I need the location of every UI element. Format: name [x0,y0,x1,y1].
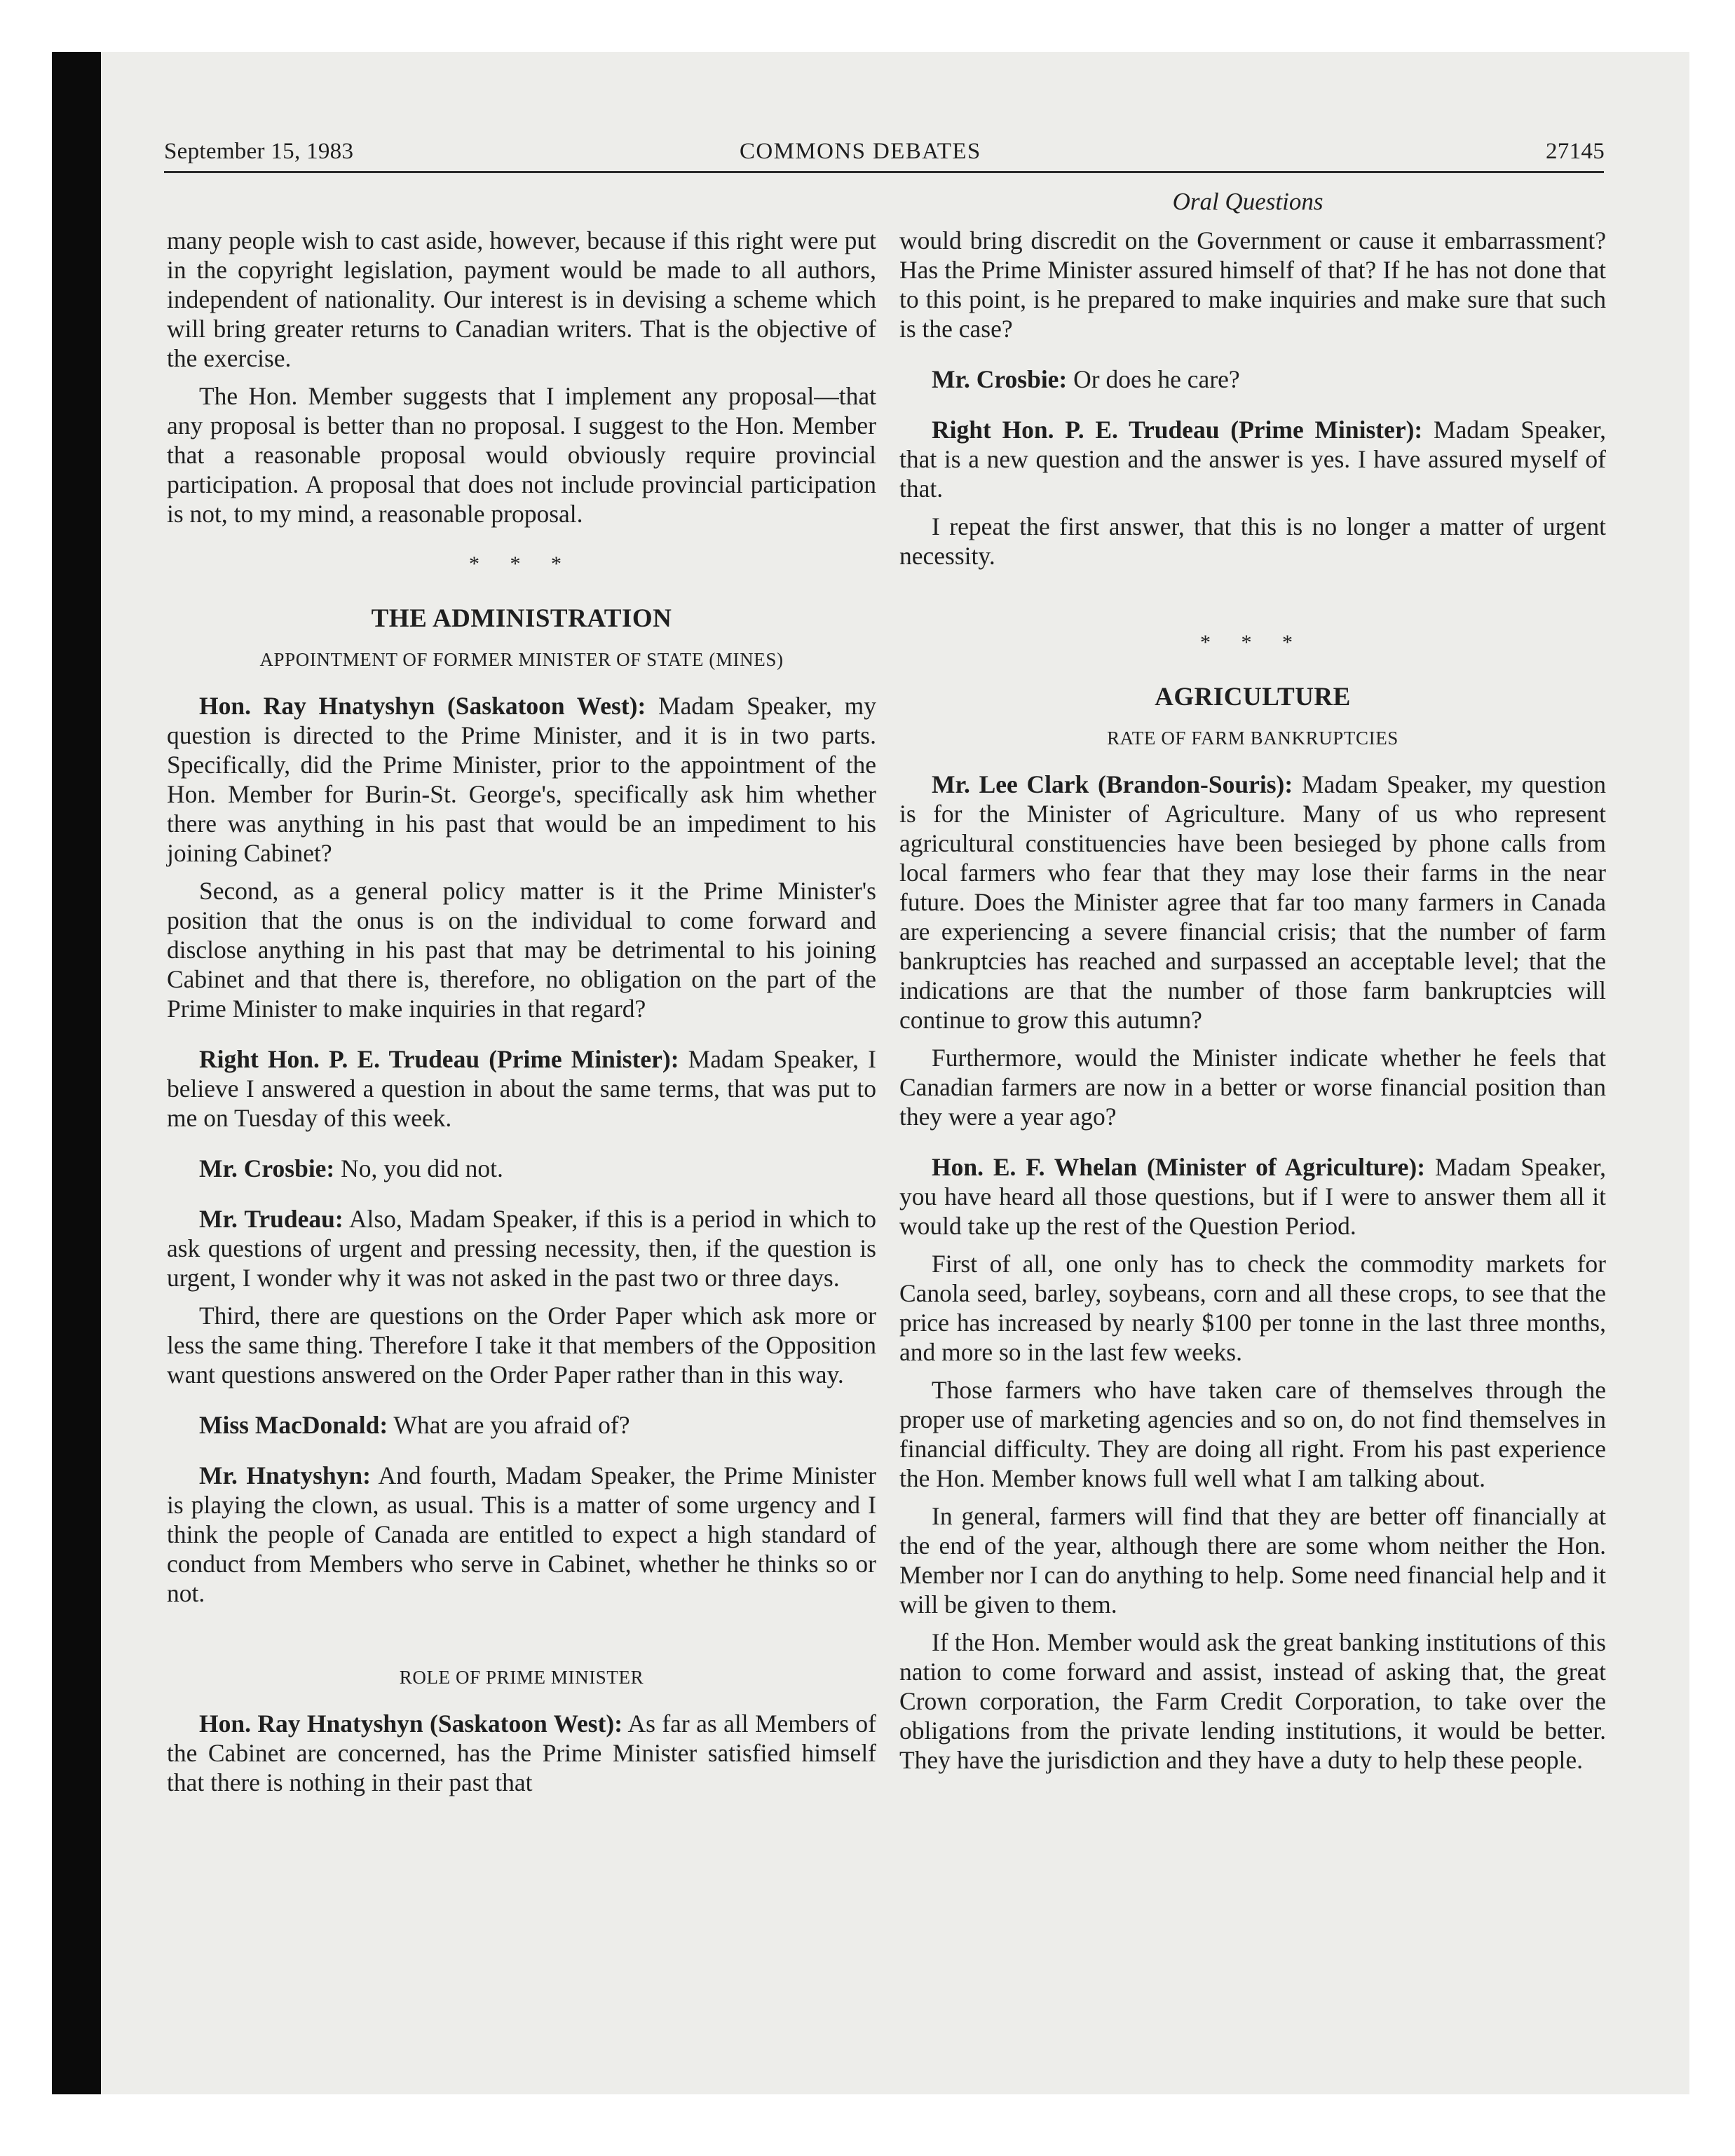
paragraph: If the Hon. Member would ask the great banking institutions of this nation to come forward and assist, instead of asking that, the great Crown corporation, the Farm Credit Corporation, to take over the obligations from the private lending institutions, it would be better. They have the jurisdiction and they have a duty to help these people. [899,1628,1606,1774]
speaker-name: Mr. Hnatyshyn: [199,1461,371,1489]
paragraph: Second, as a general policy matter is it the Prime Minister's position that the onus is on the individual to come forward and disclose anything in his past that may be detrimental to his joining Cabinet and that there is, therefore, no obligation on the part of the Prime Minister to make inquiries in that regard? [167,877,876,1023]
speech-paragraph [899,415,1606,503]
speech-text: As far as all Members of the Cabinet are concerned, has the Prime Minister satisfied himself that there is nothing in their past that [167,1710,876,1796]
subsection-heading: RATE OF FARM BANKRUPTCIES [1107,728,1399,749]
section-separator: * * * [1200,631,1305,654]
header-page-number: 27145 [1546,139,1605,164]
header-date: September 15, 1983 [164,139,354,164]
right-column [899,226,1606,1783]
speech-paragraph [167,1204,876,1292]
speech-paragraph [167,1154,876,1183]
speaker-name: Mr. Lee Clark (Brandon-Souris): [932,770,1293,798]
speaker-name: Right Hon. P. E. Trudeau (Prime Minister): [199,1045,679,1073]
speaker-name: Mr. Crosbie: [932,365,1068,393]
paragraph: First of all, one only has to check the commodity markets for Canola seed, barley, soybeans, corn and all these crops, to see that the price has increased by nearly $100 per tonne in the last three months, and more so in the last few weeks. [899,1250,1606,1366]
left-column [167,226,876,1806]
speech-paragraph [167,1709,876,1797]
speaker-name: Mr. Crosbie: [199,1154,335,1182]
speech-text: And fourth, Madam Speaker, the Prime Minister is playing the clown, as usual. This is a matter of some urgency and I think the people of Canada are entitled to expect a high standard of conduct from Members who serve in Cabinet, whether he thinks so or not. [167,1461,876,1607]
speech-text: What are you afraid of? [388,1411,630,1439]
speech-paragraph [899,1152,1606,1241]
paragraph: In general, farmers will find that they are better off financially at the end of the year, although there are some whom neither the Hon. Member nor I can do anything to help. Some need financial help and it will be given to them. [899,1502,1606,1618]
paragraph: Those farmers who have taken care of themselves through the proper use of marketing agencies and so on, do not find themselves in financial difficulty. They are doing all right. From his past experience the Hon. Member knows full well what I am talking about. [899,1376,1606,1492]
speaker-name: Right Hon. P. E. Trudeau (Prime Minister): [932,416,1423,444]
subsection-heading: APPOINTMENT OF FORMER MINISTER OF STATE (MINES) [259,649,784,670]
speech-text: Madam Speaker, my question is directed to the Prime Minister, and it is in two parts. Specifically, did the Prime Minister, prior to the appointment of the Hon. Member for Burin-St. George's, specifically ask him whether there was anything in his past that would be an impediment to his joining Cabinet? [167,692,876,867]
speech-text: Madam Speaker, my question is for the Minister of Agriculture. Many of us who represent agricultural constituencies have been besieged by phone calls from local farmers who fear that they may lose their farms in the near future. Does the Minister agree that far too many farmers in Canada are experiencing a severe financial crisis; that the number of farm bankruptcies has reached and surpassed an acceptable level; that the indications are that the number of those farm bankruptcies will continue to grow this autumn? [899,770,1606,1034]
paragraph: The Hon. Member suggests that I implement any proposal—that any proposal is better than no proposal. I suggest to the Hon. Member that a reasonable proposal would obviously require provincial participation. A proposal that does not include provincial participation is not, to my mind, a reasonable proposal. [167,382,876,528]
speech-paragraph [167,691,876,868]
paragraph: many people wish to cast aside, however, because if this right were put in the copyright legislation, payment would be made to all authors, independent of nationality. Our interest is in devising a scheme which will bring greater returns to Canadian writers. That is the objective of the exercise. [167,226,876,372]
speech-paragraph [167,1461,876,1608]
section-heading: THE ADMINISTRATION [371,604,672,633]
speaker-name: Hon. Ray Hnatyshyn (Saskatoon West): [199,1710,623,1738]
paragraph: would bring discredit on the Government or cause it embarrassment? Has the Prime Minister assured himself of that? If he has not done that to this point, is he prepared to make inquiries and make sure that such is the case? [899,226,1606,343]
speech-text: Madam Speaker, I believe I answered a question in about the same terms, that was put to me on Tuesday of this week. [167,1045,876,1132]
speaker-name: Hon. E. F. Whelan (Minister of Agriculture): [932,1153,1426,1181]
speech-text: Madam Speaker, you have heard all those questions, but if I were to answer them all it would take up the rest of the Question Period. [899,1153,1607,1240]
speech-paragraph [167,1410,876,1440]
header-rule [164,171,1604,173]
section-heading: AGRICULTURE [1155,683,1351,711]
subsection-heading: ROLE OF PRIME MINISTER [399,1667,644,1688]
header-title: COMMONS DEBATES [740,139,981,164]
speech-text: No, you did not. [334,1154,503,1182]
paragraph: Furthermore, would the Minister indicate whether he feels that Canadian farmers are now in a better or worse financial position than they were a year ago? [899,1044,1606,1131]
section-separator: * * * [469,552,574,575]
speech-paragraph [899,770,1606,1035]
speaker-name: Hon. Ray Hnatyshyn (Saskatoon West): [199,692,646,720]
speech-paragraph [899,364,1606,394]
speaker-name: Miss MacDonald: [199,1411,388,1439]
paragraph: I repeat the first answer, that this is no longer a matter of urgent necessity. [899,512,1606,570]
speech-text: Also, Madam Speaker, if this is a period in which to ask questions of urgent and pressing necessity, then, if the question is urgent, I wonder why it was not asked in the past two or three days. [167,1205,877,1292]
speaker-name: Mr. Trudeau: [199,1205,343,1233]
speech-paragraph [167,1044,876,1133]
section-label: Oral Questions [1172,188,1324,215]
paragraph: Third, there are questions on the Order Paper which ask more or less the same thing. Therefore I take it that members of the Opposition want questions answered on the Order Paper rather than in this way. [167,1302,876,1389]
speech-text: Madam Speaker, that is a new question and the answer is yes. I have assured myself of that. [899,416,1606,503]
speech-text: Or does he care? [1067,365,1240,393]
